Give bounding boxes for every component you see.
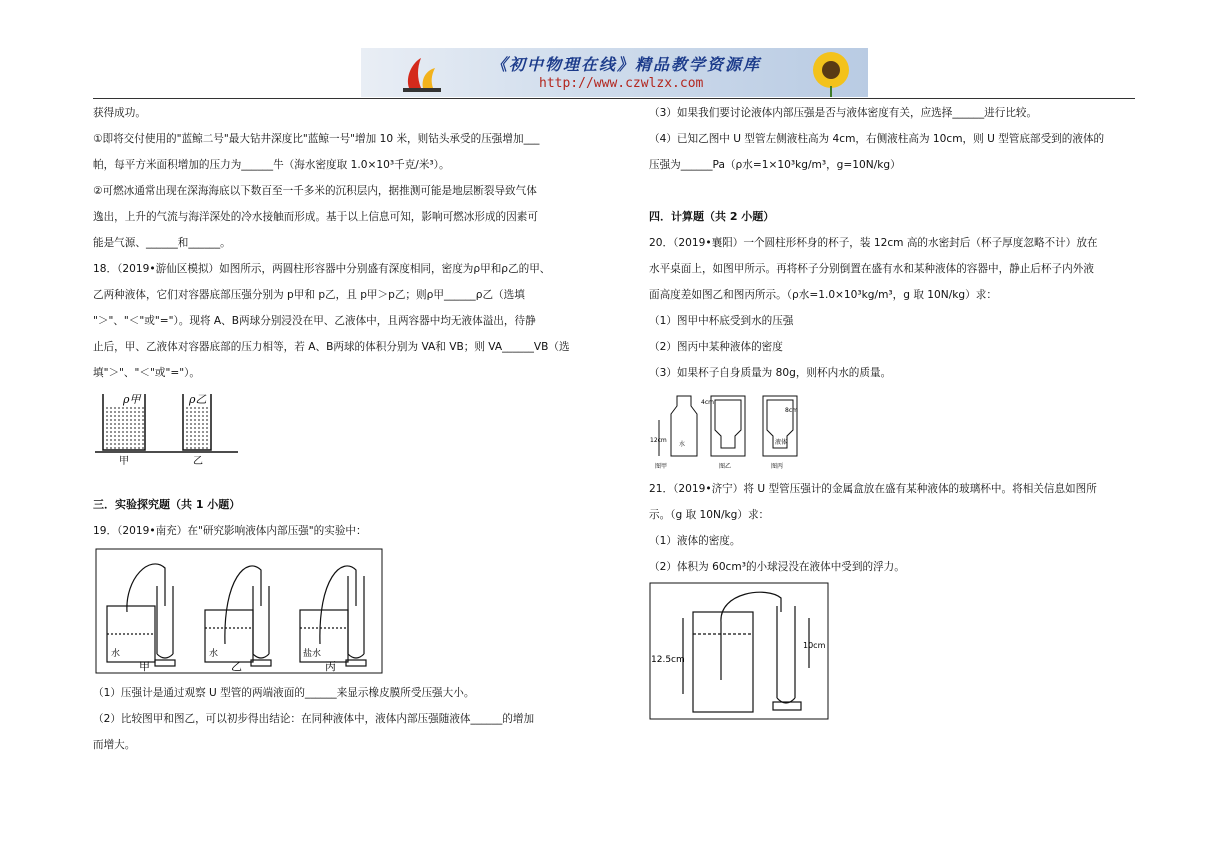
question-21-1: （1）液体的密度。 xyxy=(649,535,741,547)
fig-bing-label: 丙 xyxy=(325,660,336,673)
question-18: 18．（2019•游仙区模拟）如图所示，两圆柱形容器中分别盛有深度相同，密度为ρ甲和ρ乙的甲、 xyxy=(93,263,551,275)
logo-icon xyxy=(391,48,451,97)
question-19-4: （4）已知乙图中 U 型管左侧液柱高为 4cm，右侧液柱高为 10cm，则 U 型管底部受到的液体的 xyxy=(649,133,1105,145)
container-jia-label: 甲 xyxy=(119,456,129,466)
liquid-label: 液体 xyxy=(775,439,788,446)
question-19: 19．（2019•南充）在"研究影响液体内部压强"的实验中： xyxy=(93,525,367,537)
text-line: 水平桌面上，如图甲所示。再将杯子分别倒置在盛有水和某种液体的容器中，静止后杯子内外液 xyxy=(649,263,1094,275)
section-4-heading: 四．计算题（共 2 小题） xyxy=(649,210,775,223)
right-column xyxy=(649,100,1139,722)
text-line: 帕，每平方米面积增加的压力为______牛（海水密度取 1.0×10³千克/米³）。 xyxy=(93,159,450,171)
caption-bing: 图丙 xyxy=(771,463,784,470)
text-line: 填"＞"、"＜"或"="）。 xyxy=(93,367,200,379)
brine-label: 盐水 xyxy=(303,649,322,659)
figure-21-u-tube xyxy=(649,582,831,722)
height-4cm: 4cm xyxy=(701,399,714,406)
rho-yi-label: ρ乙 xyxy=(189,393,207,406)
figure-18-containers xyxy=(93,386,243,466)
caption-jia: 图甲 xyxy=(655,463,668,470)
header-banner xyxy=(361,48,868,97)
text-line: 示。（g 取 10N/kg）求： xyxy=(649,509,770,521)
question-20-3: （3）如果杯子自身质量为 80g，则杯内水的质量。 xyxy=(649,367,892,379)
text-line: ②可燃冰通常出现在深海海底以下数百至一千多米的沉积层内，据推测可能是地层断裂导致气体 xyxy=(93,185,537,197)
water-label: 水 xyxy=(209,649,219,659)
question-21-2: （2）体积为 60cm³的小球浸没在液体中受到的浮力。 xyxy=(649,561,905,573)
sunflower-icon xyxy=(801,48,861,97)
header-rule xyxy=(93,98,1135,99)
section-3-heading: 三．实验探究题（共 1 小题） xyxy=(93,498,241,511)
fig-yi-label: 乙 xyxy=(231,660,242,673)
question-19-2: （2）比较图甲和图乙，可以初步得出结论：在同种液体中，液体内部压强随液体______的增加 xyxy=(93,713,535,725)
fig-jia-label: 甲 xyxy=(139,660,150,673)
question-20: 20．（2019•襄阳）一个圆柱形杯身的杯子，装 12cm 高的水密封后（杯子厚度忽略不计）放在 xyxy=(649,237,1098,249)
height-12cm: 12cm xyxy=(650,437,667,444)
water-label: 水 xyxy=(111,649,121,659)
text-line: 而增大。 xyxy=(93,739,136,751)
text-line: 面高度差如图乙和图丙所示。（ρ水=1.0×10³kg/m³，g 取 10N/kg）求： xyxy=(649,289,997,301)
depth-12-5cm: 12.5cm xyxy=(651,655,685,665)
text-line: 能是气源、______和______。 xyxy=(93,237,231,249)
text-line: "＞"、"＜"或"="）。现将 A、B两球分别浸没在甲、乙液体中，且两容器中均无液体溢出，待静 xyxy=(93,315,536,327)
text-line: 止后，甲、乙液体对容器底部的压力相等，若 A、B两球的体积分别为 VA和 VB；则 VA______VB（选 xyxy=(93,341,570,353)
text-line: 逸出，上升的气流与海洋深处的冷水接触而形成。基于以上信息可知，影响可燃冰形成的因素可 xyxy=(93,211,538,223)
left-column xyxy=(93,100,593,758)
question-19-3: （3）如果我们要讨论液体内部压强是否与液体密度有关，应选择______进行比较。 xyxy=(649,107,1038,119)
height-10cm: 10cm xyxy=(803,641,826,650)
rho-jia-label: ρ甲 xyxy=(123,393,141,406)
text-line: 压强为______Pa（ρ水=1×10³kg/m³，g=10N/kg） xyxy=(649,159,901,171)
question-19-1: （1）压强计是通过观察 U 型管的两端液面的______来显示橡皮膜所受压强大小。 xyxy=(93,687,475,699)
banner-url[interactable]: http://www.czwlzx.com xyxy=(539,76,704,91)
figure-20-cups xyxy=(649,390,799,472)
banner-title: 《初中物理在线》精品教学资源库 xyxy=(491,55,762,74)
question-20-2: （2）图丙中某种液体的密度 xyxy=(649,341,783,353)
caption-yi: 图乙 xyxy=(719,463,732,470)
text-line: ①即将交付使用的"蓝鲸二号"最大钻井深度比"蓝鲸一号"增加 10 米，则钻头承受的压强增加___ xyxy=(93,133,540,145)
question-20-1: （1）图甲中杯底受到水的压强 xyxy=(649,315,794,327)
text-line: 乙两种液体，它们对容器底部压强分别为 p甲和 p乙，且 p甲＞p乙；则ρ甲______ρ乙（选填 xyxy=(93,289,525,301)
figure-19-pressure-gauges xyxy=(95,548,385,676)
text-line: 获得成功。 xyxy=(93,107,146,119)
height-8cm: 8cm xyxy=(785,407,798,414)
question-21: 21．（2019•济宁）将 U 型管压强计的金属盒放在盛有某种液体的玻璃杯中。将相关信息如图所 xyxy=(649,483,1097,495)
water-label: 水 xyxy=(679,441,686,448)
container-yi-label: 乙 xyxy=(193,456,203,466)
